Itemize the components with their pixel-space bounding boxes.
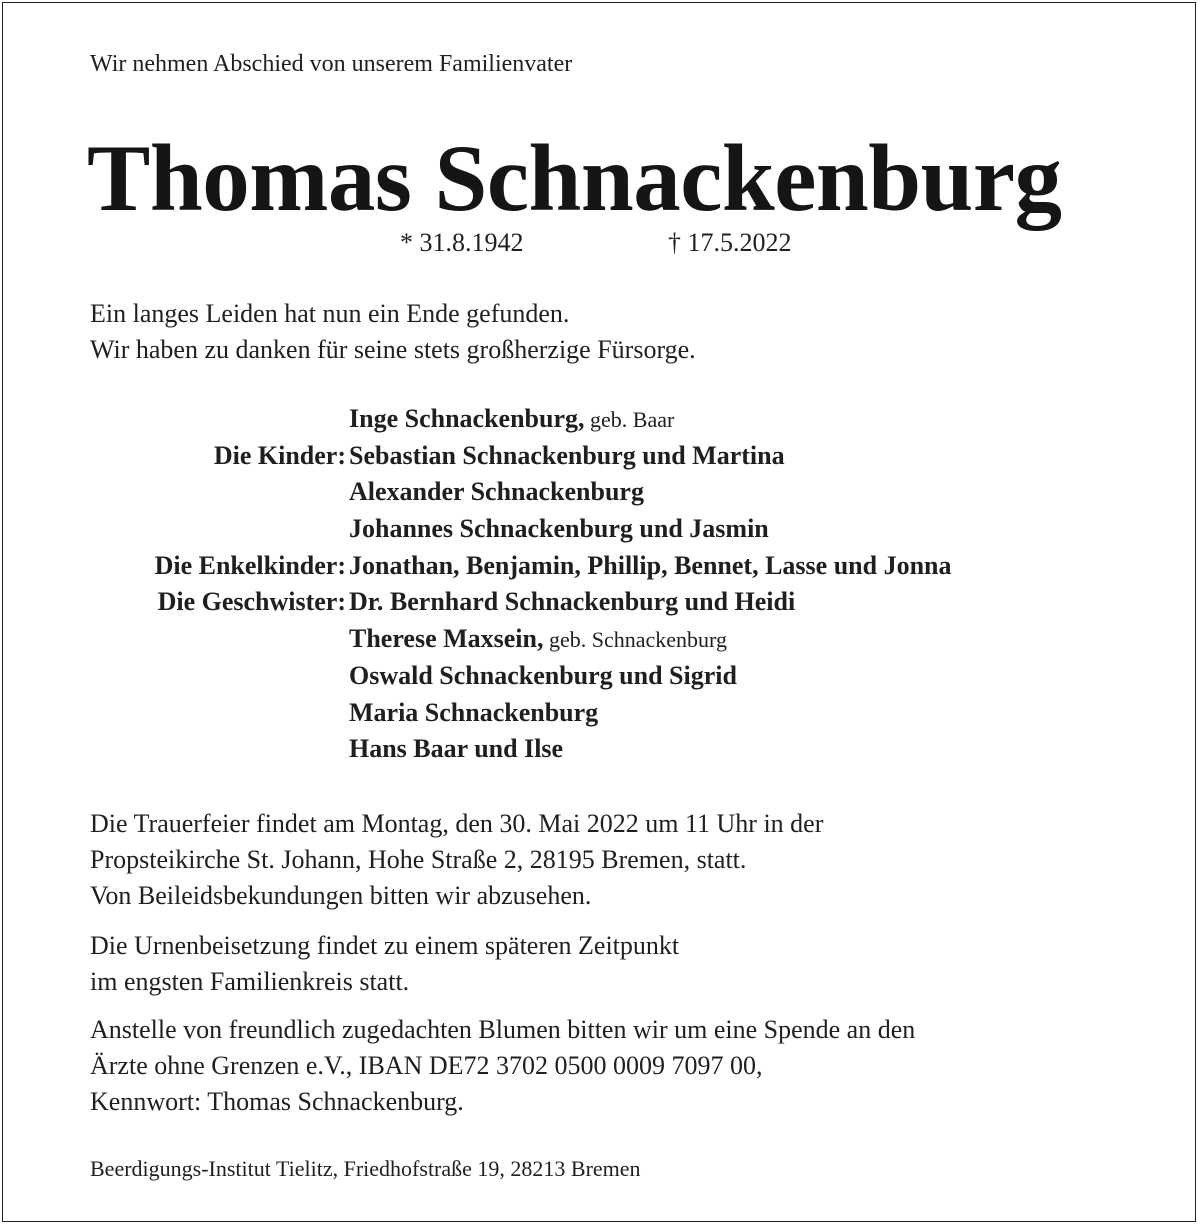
mourner-name-suffix: geb. Baar: [584, 407, 675, 432]
mourner-group-label: [90, 658, 348, 695]
mourner-row: [90, 731, 952, 768]
message-paragraph: [90, 296, 696, 368]
intro-line: Wir nehmen Abschied von unserem Familienvater: [90, 51, 573, 77]
donation-line: Kennwort: Thomas Schnackenburg.: [90, 1087, 464, 1116]
birth-date: * 31.8.1942: [400, 228, 524, 257]
mourner-name: Johannes Schnackenburg und Jasmin: [349, 514, 769, 544]
deceased-name: Thomas Schnackenburg: [87, 125, 1062, 231]
mourner-group-label: [90, 621, 348, 658]
funeral-line: Propsteikirche St. Johann, Hohe Straße 2, 28195 Bremen, statt.: [90, 845, 747, 874]
mourner-name-suffix: geb. Schnackenburg: [543, 627, 727, 653]
mourner-row: [90, 621, 952, 658]
mourner-row: [90, 511, 952, 548]
mourner-row: [90, 584, 952, 621]
urn-paragraph: [90, 928, 679, 1000]
mourners-list: [90, 401, 952, 768]
mourner-name: Therese Maxsein, geb. Schnackenburg: [349, 624, 727, 654]
mourner-row: [90, 401, 952, 438]
donation-line: Anstelle von freundlich zugedachten Blumen bitten wir um eine Spende an den: [90, 1015, 916, 1044]
mourner-name: Oswald Schnackenburg und Sigrid: [349, 660, 737, 690]
mourner-group-label: Die Enkelkinder:: [154, 550, 346, 580]
mourner-row: [90, 474, 952, 511]
mourner-name: Dr. Bernhard Schnackenburg und Heidi: [349, 587, 796, 617]
mourner-name: Jonathan, Benjamin, Phillip, Bennet, Lasse und Jonna: [349, 550, 952, 580]
mourner-name: Alexander Schnackenburg: [349, 477, 644, 507]
urn-line: im engsten Familienkreis statt.: [90, 967, 410, 996]
mourner-name: Hans Baar und Ilse: [349, 734, 564, 764]
funeral-line: Die Trauerfeier findet am Montag, den 30. Mai 2022 um 11 Uhr in der: [90, 809, 824, 838]
mourner-row: [90, 548, 952, 585]
message-line: Ein langes Leiden hat nun ein Ende gefunden.: [90, 299, 570, 328]
funeral-home-footer: Beerdigungs-Institut Tielitz, Friedhofstraße 19, 28213 Bremen: [90, 1156, 641, 1181]
mourner-group-label: [90, 695, 348, 732]
message-line: Wir haben zu danken für seine stets großherzige Fürsorge.: [90, 335, 696, 364]
mourner-name: Inge Schnackenburg, geb. Baar: [349, 404, 675, 433]
mourner-name: Maria Schnackenburg: [349, 697, 599, 727]
mourner-group-label: [90, 474, 348, 511]
funeral-line: Von Beileidsbekundungen bitten wir abzusehen.: [90, 881, 592, 910]
mourner-row: [90, 438, 952, 475]
mourner-row: [90, 658, 952, 695]
donation-line: Ärzte ohne Grenzen e.V., IBAN DE72 3702 0500 0009 7097 00,: [90, 1051, 763, 1080]
mourner-group-label: Die Kinder:: [213, 440, 346, 470]
obituary-notice: [2, 2, 1196, 1222]
mourner-group-label: Die Geschwister:: [157, 587, 346, 617]
funeral-paragraph: [90, 806, 823, 914]
donation-paragraph: [90, 1012, 915, 1120]
mourner-name: Sebastian Schnackenburg und Martina: [349, 440, 785, 470]
death-date: † 17.5.2022: [668, 228, 792, 257]
mourner-group-label: [90, 401, 348, 438]
mourner-group-label: [90, 731, 348, 768]
mourner-row: [90, 695, 952, 732]
urn-line: Die Urnenbeisetzung findet zu einem späteren Zeitpunkt: [90, 931, 680, 960]
mourner-group-label: [90, 511, 348, 548]
